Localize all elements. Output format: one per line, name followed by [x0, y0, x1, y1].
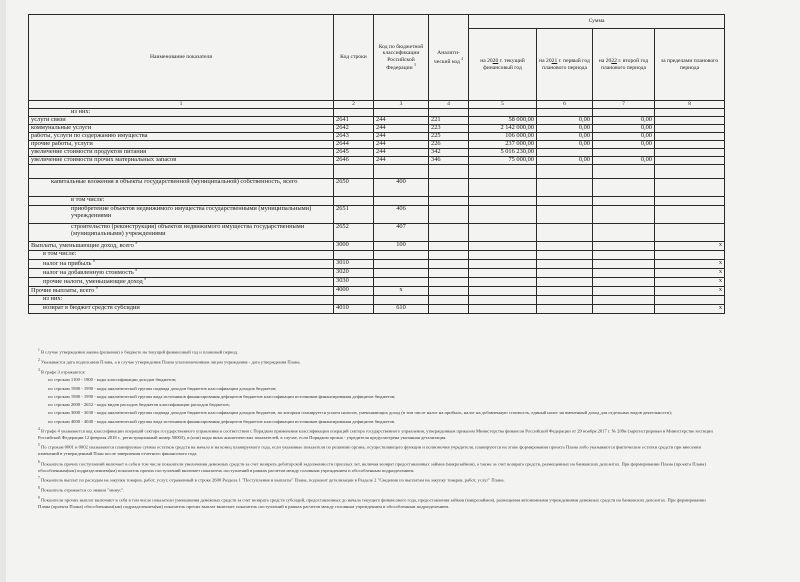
- row-kbk: [374, 251, 429, 260]
- row-value-empty: [469, 269, 537, 278]
- footnote-text: по строкам 3000 - 3030 - коды аналитической группы подвида доходов бюджетов классификации доходов бюджетов, по которым планируется уплата налогов, уменьшающих доход (в том числе налог на прибыль, налог на добавленную стоимость, единый налог на вмененный доход для отдельных видов деятельности);: [48, 410, 673, 416]
- row-value-empty: [593, 260, 655, 269]
- row-name: коммунальные услуги: [29, 125, 334, 133]
- row-value-empty: [537, 206, 593, 224]
- row-value-year2: 0,00: [537, 117, 593, 125]
- footnote-ref: 8: [135, 268, 138, 272]
- header-year3: на 2022 г. второй год планового периода: [593, 29, 655, 101]
- footnote-number: 9: [38, 495, 40, 500]
- row-name: услуги связи: [29, 117, 334, 125]
- row-name-text: из них:: [43, 295, 63, 302]
- footnote-text: по строкам 4000 - 4040 - коды аналитической группы вида источников финансирования дефицитов бюджетов классификации источников финансирования дефицитов бюджетов.: [48, 418, 396, 424]
- footnote-number: 8: [38, 485, 40, 490]
- row-value-empty: [537, 242, 593, 251]
- row-value-year2: 0,00: [537, 157, 593, 165]
- footnote-text: Показатель прочих поступлений включает в себя в том числе показатели увеличения денежных средств за счет возврата дебиторской задолженности прошлых лет, включая возврат предоставленных займов (микрозаймов), а также за счет возврата средств, размещенных на банковских депозитах. При формировании Плана (проекта Плана) обособленным(ым) подразделением(ям) показатель прочих поступлений включает показатель поступлений в рамках расчетов между головным учреждением и обособленным подразделением.: [38, 461, 706, 473]
- row-name: [29, 206, 334, 224]
- row-name-text: налог на добавленную стоимость: [43, 269, 134, 277]
- row-value-beyond: [655, 133, 725, 141]
- row-value-year1: 75 000,00: [469, 157, 537, 165]
- column-number: 4: [429, 101, 469, 109]
- row-value-empty: [537, 305, 593, 314]
- document-page: [28, 10, 790, 570]
- row-name: [29, 269, 334, 278]
- row-value-year1: 2 142 000,00: [469, 125, 537, 133]
- row-analytic: [429, 251, 469, 260]
- row-analytic: [429, 269, 469, 278]
- footnote-text: по строкам 1980 - 1990 - коды аналитической группы вида источников финансирования дефицитов бюджетов классификации источников финансирования дефицитов бюджетов;: [48, 393, 396, 399]
- row-value-year3: 0,00: [593, 157, 655, 165]
- row-name-text: Выплаты, уменьшающие доход, всего: [31, 242, 134, 250]
- row-code: 2652: [334, 224, 374, 242]
- row-value-beyond: х: [655, 242, 725, 251]
- table-row: [29, 206, 725, 224]
- row-code: 2643: [334, 133, 374, 141]
- row-name-text: прочие налоги, уменьшающие доход: [43, 278, 143, 286]
- row-value-empty: [593, 296, 655, 305]
- row-kbk: 407: [374, 224, 429, 242]
- row-value-empty: [469, 242, 537, 251]
- row-value-empty: [469, 296, 537, 305]
- scan-edge: [0, 0, 6, 582]
- footnote: [38, 410, 718, 417]
- row-name: [29, 179, 334, 197]
- row-code: 2642: [334, 125, 374, 133]
- row-value-empty: [537, 224, 593, 242]
- row-value-year1: 58 000,00: [469, 117, 537, 125]
- footnote-ref: 8: [144, 277, 147, 281]
- row-kbk: 244: [374, 157, 429, 165]
- footnote: [38, 348, 718, 356]
- footnote-number: 3: [38, 367, 40, 372]
- footnote-ref: 8: [93, 259, 95, 263]
- row-name: из них:: [29, 109, 334, 117]
- top-rows: [29, 109, 725, 179]
- row-name: [29, 260, 334, 269]
- row-value-empty: [593, 224, 655, 242]
- footnote: [38, 386, 718, 393]
- footnote-number: 6: [38, 459, 40, 464]
- footnote: [38, 427, 718, 442]
- row-analytic: 226: [429, 141, 469, 149]
- footnote-number: 7: [38, 476, 40, 481]
- row-code: 4010: [334, 305, 374, 314]
- row-name-text: налог на прибыль: [43, 260, 92, 268]
- row-code: 3000: [334, 242, 374, 251]
- row-value-beyond: х: [655, 269, 725, 278]
- row-analytic: [429, 206, 469, 224]
- footnote-text: В случае утверждения закона (решения) о бюджете на текущий финансовый год и плановый период.: [40, 349, 239, 355]
- row-name: [29, 305, 334, 314]
- footnote: [38, 460, 718, 475]
- row-value-empty: [537, 287, 593, 296]
- column-number: 6: [537, 101, 593, 109]
- row-value-beyond: х: [655, 305, 725, 314]
- row-kbk: 244: [374, 141, 429, 149]
- row-code: 2645: [334, 149, 374, 157]
- row-name-text: приобретение объектов недвижимого имущества государственными (муниципальными) учреждениями: [71, 205, 312, 219]
- row-value-year2: 0,00: [537, 125, 593, 133]
- footnote-number: 5: [38, 443, 40, 448]
- row-kbk: [374, 260, 429, 269]
- row-value-empty: [593, 251, 655, 260]
- footnote-text: Указывается дата подписания Плана, а в случае утверждения Плана уполномоченным лицом учреждения - дата утверждения Плана.: [40, 359, 301, 365]
- row-analytic: [429, 260, 469, 269]
- footnote-number: 1: [38, 348, 40, 352]
- row-name-text: Прочие выплаты, всего: [31, 287, 95, 295]
- row-kbk: [374, 269, 429, 278]
- row-value-beyond: [655, 206, 725, 224]
- footnote-ref: 8: [135, 241, 138, 245]
- table-row: [29, 260, 725, 269]
- row-name: [29, 251, 334, 260]
- row-value-empty: [469, 305, 537, 314]
- table-row: [29, 157, 725, 165]
- table-row: [29, 242, 725, 251]
- row-code: 3020: [334, 269, 374, 278]
- row-code: 2651: [334, 206, 374, 224]
- header-year2: на 2021 г. первый год планового периода: [537, 29, 593, 101]
- header-year1: на 2020 г. текущий финансовый год: [469, 29, 537, 101]
- row-kbk: 244: [374, 149, 429, 157]
- row-value-empty: [593, 278, 655, 287]
- row-analytic: [429, 179, 469, 197]
- row-value-year1: 5 016 230,00: [469, 149, 537, 157]
- row-value-empty: [469, 206, 537, 224]
- row-analytic: 223: [429, 125, 469, 133]
- bottom-rows: [29, 179, 725, 314]
- row-value-empty: [469, 260, 537, 269]
- footnotes: [38, 348, 718, 512]
- row-value-empty: [593, 269, 655, 278]
- row-value-year2: 0,00: [537, 141, 593, 149]
- row-name: увеличение стоимости продуктов питания: [29, 149, 334, 157]
- row-value-empty: [593, 206, 655, 224]
- row-value-year3: 0,00: [593, 117, 655, 125]
- row-kbk: 100: [374, 242, 429, 251]
- row-name: работы, услуги по содержанию имущества: [29, 133, 334, 141]
- row-value-empty: [593, 197, 655, 206]
- row-name-text: в том числе:: [71, 196, 105, 203]
- header-code: Код строки: [334, 15, 374, 101]
- row-analytic: [429, 197, 469, 206]
- footnote-number: 2: [38, 357, 40, 362]
- footnote-text: Показатель выплат по расходам на закупки товаров, работ, услуг, отраженный в строке 2600 Раздела 1 "Поступления и выплаты" Плана, подлежит детализации в Разделе 2 "Сведения по выплатам на закупку товаров, работ, услуг" Плана.: [40, 477, 505, 483]
- footnote: [38, 496, 718, 511]
- row-value-year2: 0,00: [537, 133, 593, 141]
- row-value-beyond: [655, 197, 725, 206]
- row-name: [29, 287, 334, 296]
- row-name-text: возврат в бюджет средств субсидии: [43, 304, 140, 311]
- row-name: [29, 278, 334, 287]
- header-kbk: Код по бюджетной классификации Российской Федерации $^3$: [374, 15, 429, 101]
- row-value-beyond: х: [655, 278, 725, 287]
- row-kbk: х: [374, 287, 429, 296]
- row-code: 2646: [334, 157, 374, 165]
- column-number: 5: [469, 101, 537, 109]
- row-kbk: 610: [374, 305, 429, 314]
- row-value-empty: [469, 251, 537, 260]
- row-value-beyond: [655, 117, 725, 125]
- row-value-beyond: [655, 224, 725, 242]
- row-kbk: 244: [374, 117, 429, 125]
- table-row: [29, 224, 725, 242]
- row-name: увеличение стоимости прочих материальных запасов: [29, 157, 334, 165]
- row-value-empty: [537, 269, 593, 278]
- row-kbk: 400: [374, 179, 429, 197]
- header-beyond: за пределами планового периода: [655, 29, 725, 101]
- row-value-beyond: [655, 149, 725, 157]
- footnote-text: Показатели прочих выплат включают в себя в том числе показатели уменьшения денежных средств за счет возврата средств субсидий, предоставленных до начала текущего финансового года, предоставления займов (микрозаймов), размещения автономными учреждениями денежных средств на банковских депозитах. При формировании Плана (проекта Плана) обособленным(ым) подразделением(ям) показатель прочих выплат включает показатель поступлений в рамках расчетов между головным учреждением и обособленным подразделением.: [38, 497, 706, 509]
- row-code: 4000: [334, 287, 374, 296]
- row-value-year3: 0,00: [593, 141, 655, 149]
- row-analytic: 221: [429, 117, 469, 125]
- header-name: Наименование показателя: [29, 15, 334, 101]
- row-value-empty: [593, 305, 655, 314]
- row-value-empty: [593, 179, 655, 197]
- footnote: [38, 368, 718, 376]
- footnote-text: Показатель отражается со знаком "минус".: [40, 487, 125, 493]
- column-number: 8: [655, 101, 725, 109]
- footnote: [38, 443, 718, 458]
- row-value-year3: 0,00: [593, 133, 655, 141]
- footnote-text: По строкам 0001 и 0002 указываются планируемые суммы остатков средств на начало и на конец планируемого года, если указанные показатели по решению органа, осуществляющего функции и полномочия учредителя, планируются на этапе формирования проекта Плана либо указываются фактические остатки средств при внесении изменений в утвержденный План после завершения отчетного финансового года.: [38, 444, 701, 457]
- row-code: 2641: [334, 117, 374, 125]
- row-value-empty: [537, 260, 593, 269]
- row-code: 3030: [334, 278, 374, 287]
- footnote: [38, 394, 718, 401]
- footnote: [38, 486, 718, 494]
- footnote-text: В графе 3 отражаются:: [40, 369, 86, 375]
- row-value-beyond: [655, 179, 725, 197]
- table-row: [29, 179, 725, 197]
- row-value-beyond: [655, 109, 725, 117]
- row-value-empty: [469, 179, 537, 197]
- footnote: [38, 476, 718, 484]
- row-value-empty: [537, 197, 593, 206]
- footnote-ref: 9: [95, 286, 98, 290]
- row-code: 2644: [334, 141, 374, 149]
- table-row: [29, 287, 725, 296]
- footnote-number: 4: [38, 426, 40, 431]
- row-analytic: [429, 278, 469, 287]
- column-number: 7: [593, 101, 655, 109]
- row-value-beyond: х: [655, 287, 725, 296]
- row-value-empty: [469, 278, 537, 287]
- row-value-empty: [593, 242, 655, 251]
- row-value-empty: [537, 251, 593, 260]
- row-value-beyond: [655, 296, 725, 305]
- footnote: [38, 419, 718, 426]
- row-analytic: [429, 296, 469, 305]
- row-value-beyond: [655, 251, 725, 260]
- table-row: [29, 251, 725, 260]
- row-code: 3010: [334, 260, 374, 269]
- table-row: [29, 305, 725, 314]
- footnote: [38, 358, 718, 366]
- footnote-text: по строкам 1980 - 1990 - коды аналитической группы подвида доходов бюджетов классификации доходов бюджетов;: [48, 385, 277, 391]
- row-value-year1: 106 000,00: [469, 133, 537, 141]
- row-analytic: [429, 224, 469, 242]
- row-value-beyond: [655, 125, 725, 133]
- row-value-year3: 0,00: [593, 125, 655, 133]
- row-analytic: [429, 305, 469, 314]
- footnote-text: В графе 4 указывается код классификации операций сектора государственного управления в соответствии с Порядком применения классификации операций сектора государственного управления, утвержденным приказом Министерства финансов Российской Федерации от 29 ноября 2017 г. № 209н (зарегистрирован в Министерстве юстиции Российской Федерации 12 февраля 2018 г., регистрационный номер 50003), и (или) коды иных аналитических показателей, в случае, если Порядком органа - учредителя предусмотрена указанная детализация.: [38, 428, 713, 441]
- spacer-row: [29, 165, 725, 179]
- row-value-year1: 237 000,00: [469, 141, 537, 149]
- row-analytic: 225: [429, 133, 469, 141]
- row-analytic: 342: [429, 149, 469, 157]
- row-kbk: 244: [374, 133, 429, 141]
- table-row: [29, 269, 725, 278]
- footnote: [38, 377, 718, 384]
- row-value-empty: [593, 287, 655, 296]
- plan-table: [28, 14, 725, 314]
- row-value-beyond: [655, 141, 725, 149]
- row-value-beyond: х: [655, 260, 725, 269]
- row-name-text: капитальные вложения в объекты государственной (муниципальной) собственность, всего: [51, 178, 298, 185]
- column-number: 1: [29, 101, 334, 109]
- table-row: [29, 278, 725, 287]
- row-value-beyond: [655, 157, 725, 165]
- row-analytic: 346: [429, 157, 469, 165]
- row-value-empty: [537, 278, 593, 287]
- row-name: [29, 224, 334, 242]
- row-value-empty: [469, 197, 537, 206]
- column-number: 2: [334, 101, 374, 109]
- row-code: 2650: [334, 179, 374, 197]
- row-value-empty: [469, 224, 537, 242]
- row-value-empty: [537, 296, 593, 305]
- footnote-text: по строкам 1100 - 1900 - коды классификации доходов бюджетов;: [48, 377, 177, 383]
- row-analytic: [429, 242, 469, 251]
- header-sum: Сумма: [469, 15, 725, 29]
- row-name-text: строительство (реконструкция) объектов недвижимого имущества государственными (муниципальными) учреждениями: [71, 223, 305, 237]
- column-numbers-row: [29, 101, 725, 109]
- row-name-text: в том числе:: [43, 250, 77, 257]
- row-kbk: 244: [374, 125, 429, 133]
- row-kbk: 406: [374, 206, 429, 224]
- row-name: прочие работы, услуги: [29, 141, 334, 149]
- header-analytic: Аналити-ческий код $^4$: [429, 15, 469, 101]
- footnote: [38, 402, 718, 409]
- row-value-empty: [537, 179, 593, 197]
- footnote-text: по строкам 2000 - 2652 - коды видов расходов бюджетов классификации расходов бюджетов;: [48, 402, 230, 408]
- row-value-empty: [469, 287, 537, 296]
- column-number: 3: [374, 101, 429, 109]
- row-analytic: [429, 287, 469, 296]
